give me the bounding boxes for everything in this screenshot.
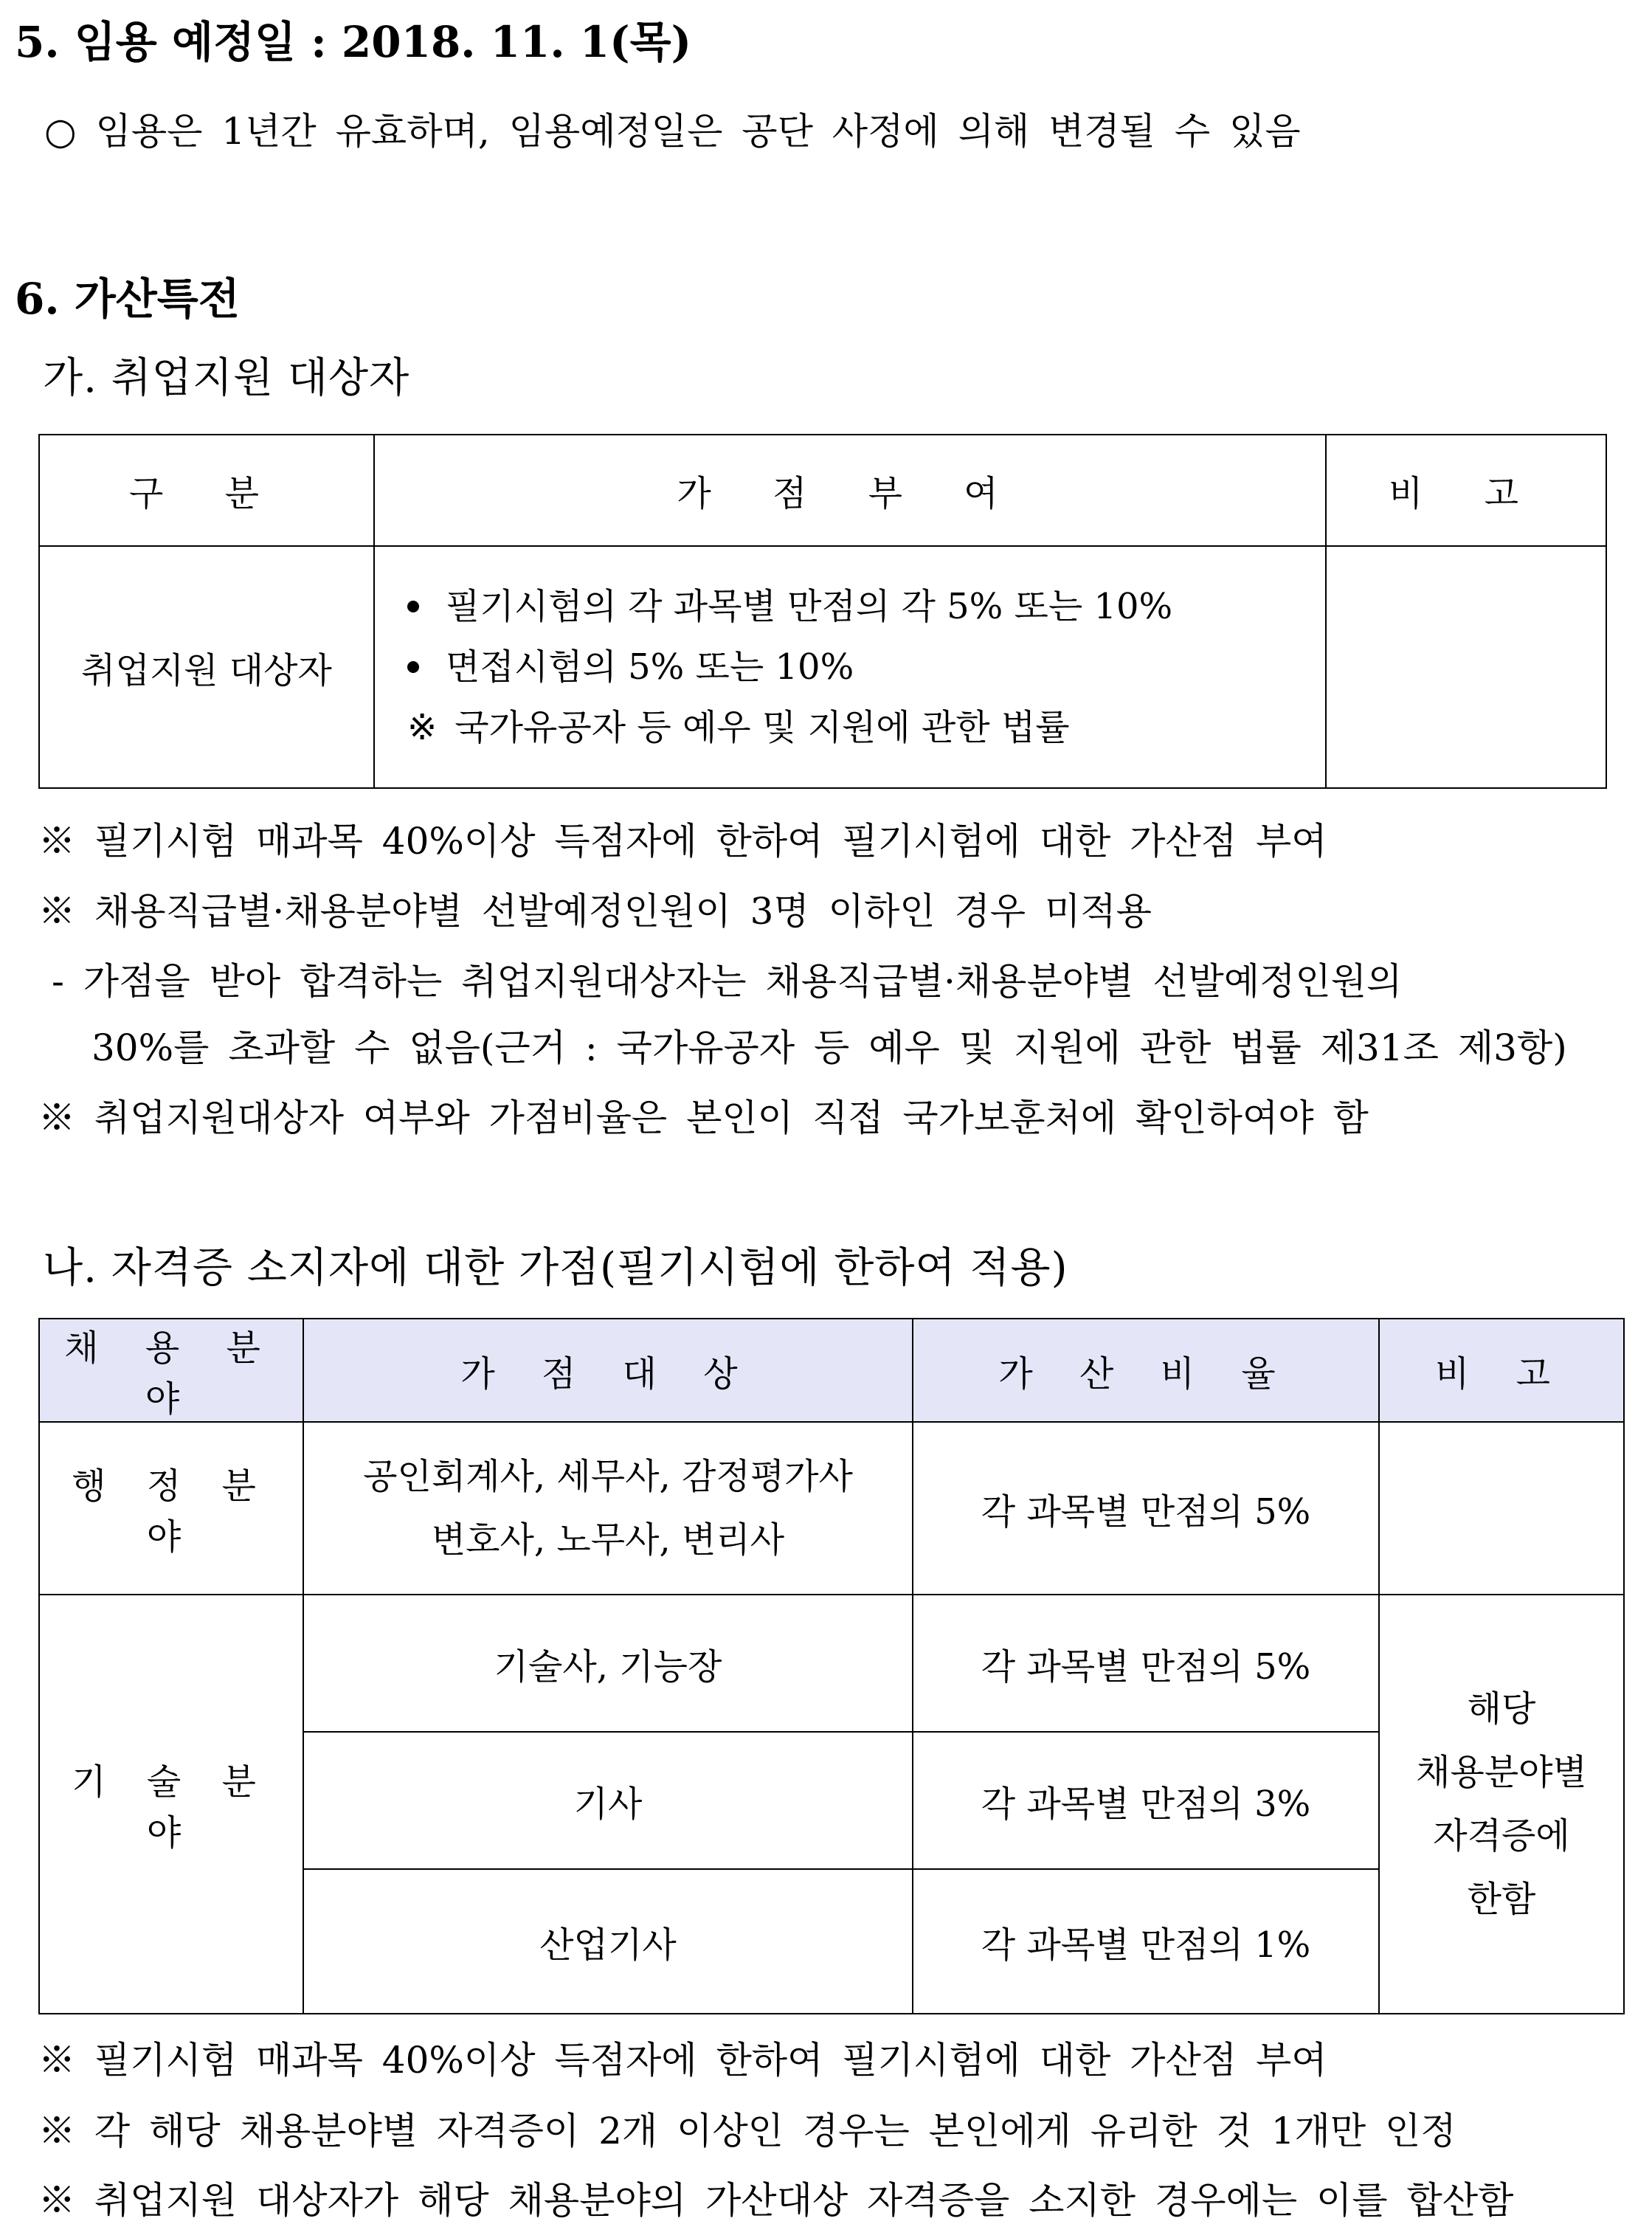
remark-admin [1379,1422,1624,1595]
remark-cell [1326,546,1606,788]
header-remark: 비 고 [1379,1319,1624,1422]
bonus-item-written: 필기시험의 각 과목별 만점의 각 5% 또는 10% [407,576,1325,637]
row-label-veteran: 취업지원 대상자 [39,546,374,788]
section-6-heading: 6. 가산특전 [15,274,240,324]
section-5-note: ○ 임용은 1년간 유효하며, 임용예정일은 공단 사정에 의해 변경될 수 있음 [44,110,1301,153]
rate-tech-3: 각 과목별 만점의 1% [913,1869,1379,2014]
note-b-3: ※ 취업지원 대상자가 해당 채용분야의 가산대상 자격증을 소지한 경우에는 이를 합산함 [38,2179,1514,2222]
rate-admin: 각 과목별 만점의 5% [913,1422,1379,1595]
header-field: 채 용 분 야 [39,1319,303,1422]
bullet-icon [407,661,419,673]
subsection-b-title: 나. 자격증 소지자에 대한 가점(필기시험에 한하여 적용) [43,1244,1068,1292]
bonus-item-interview: 면접시험의 5% 또는 10% [407,637,1325,697]
target-tech-3: 산업기사 [303,1869,913,2014]
target-admin: 공인회계사, 세무사, 감정평가사 변호사, 노무사, 변리사 [303,1422,913,1595]
header-remark: 비 고 [1326,435,1606,546]
note-b-2: ※ 각 해당 채용분야별 자격증이 2개 이상인 경우는 본인에게 유리한 것 1개만 인정 [38,2110,1456,2152]
target-tech-2: 기사 [303,1732,913,1869]
rate-tech-1: 각 과목별 만점의 5% [913,1595,1379,1732]
field-tech: 기 술 분 야 [39,1595,303,2014]
header-category: 구 분 [39,435,374,546]
note-a-4: 30%를 초과할 수 없음(근거 : 국가유공자 등 예우 및 지원에 관한 법률 제31조 제3항) [91,1026,1567,1069]
subsection-a-title: 가. 취업지원 대상자 [43,354,410,402]
veteran-bonus-table [38,434,1607,789]
header-rate: 가 산 비 율 [913,1319,1379,1422]
rate-tech-2: 각 과목별 만점의 3% [913,1732,1379,1869]
note-b-1: ※ 필기시험 매과목 40%이상 득점자에 한하여 필기시험에 대한 가산점 부여 [38,2039,1327,2082]
bonus-list [374,546,1326,788]
note-a-5: ※ 취업지원대상자 여부와 가점비율은 본인이 직접 국가보훈처에 확인하여야 함 [38,1097,1369,1139]
bullet-icon [407,601,419,612]
note-a-1: ※ 필기시험 매과목 40%이상 득점자에 한하여 필기시험에 대한 가산점 부여 [38,820,1327,863]
note-a-2: ※ 채용직급별·채용분야별 선발예정인원이 3명 이하인 경우 미적용 [38,890,1152,933]
header-bonus: 가 점 부 여 [374,435,1326,546]
certificate-bonus-table [38,1318,1625,2014]
field-admin: 행 정 분 야 [39,1422,303,1595]
note-a-3: - 가점을 받아 합격하는 취업지원대상자는 채용직급별·채용분야별 선발예정인원의 [52,960,1403,1003]
bonus-item-law: ※ 국가유공자 등 예우 및 지원에 관한 법률 [407,697,1325,758]
section-5-heading: 5. 임용 예정일 : 2018. 11. 1(목) [15,17,692,67]
header-target: 가 점 대 상 [303,1319,913,1422]
reference-mark-icon: ※ [407,707,438,748]
remark-tech: 해당 채용분야별 자격증에 한함 [1379,1595,1624,2014]
target-tech-1: 기술사, 기능장 [303,1595,913,1732]
